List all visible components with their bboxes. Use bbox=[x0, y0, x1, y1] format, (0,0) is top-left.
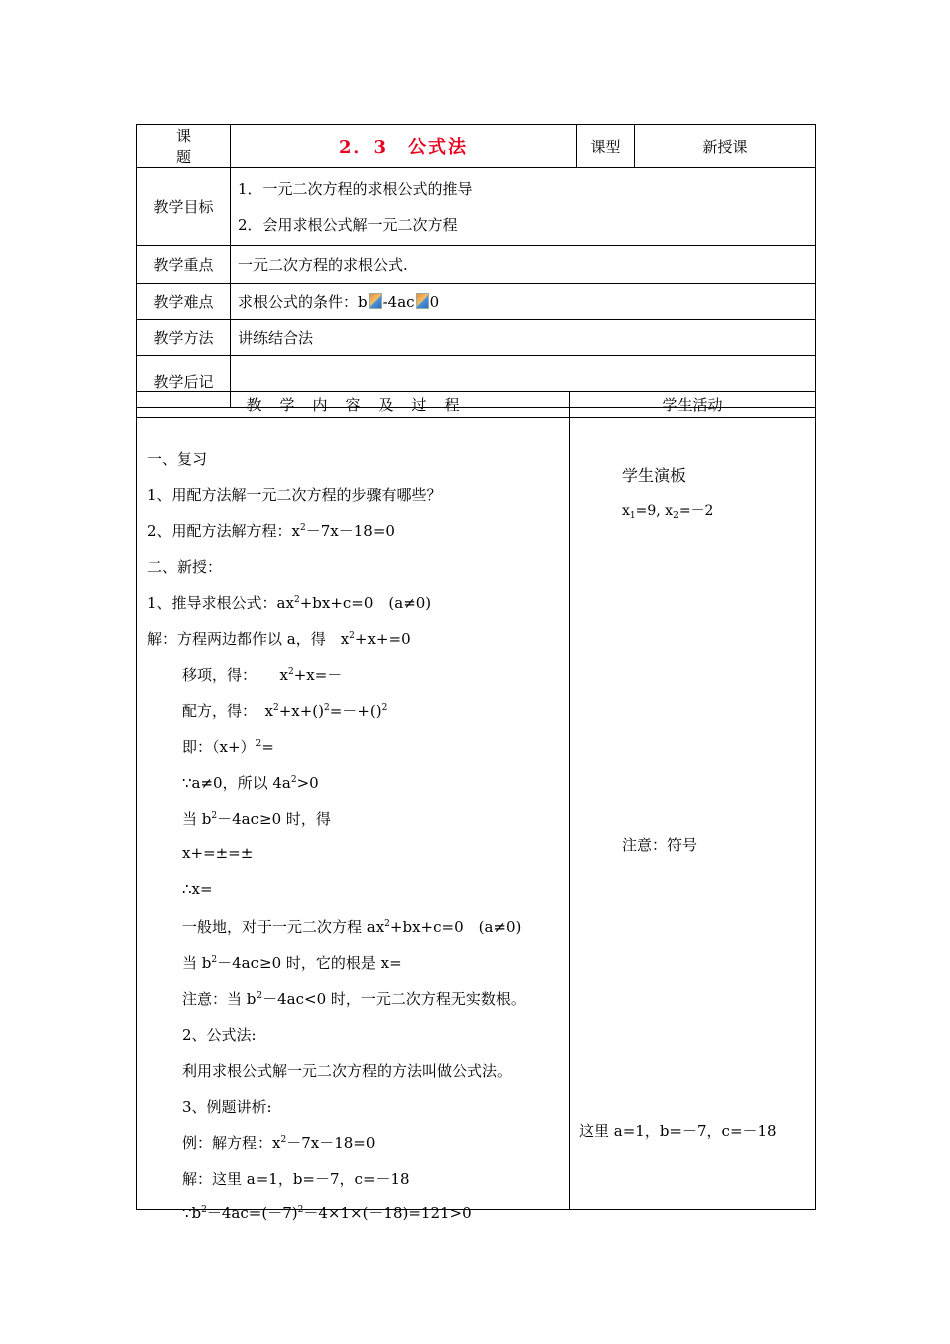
key-row bbox=[137, 246, 816, 284]
difficulty-row bbox=[137, 284, 816, 320]
method-row bbox=[137, 320, 816, 356]
goal-item: 1．一元二次方程的求根公式的推导 bbox=[238, 179, 473, 198]
content-line: x+=±=± bbox=[182, 844, 254, 862]
process-table bbox=[136, 391, 816, 1222]
activity-line: $x_1=9$, $x_2=-2$ bbox=[622, 503, 714, 521]
process-header-left: 教学内容及过程 bbox=[137, 392, 570, 418]
type-value: 新授课 bbox=[635, 125, 816, 168]
topic-label: 课 题 bbox=[137, 125, 231, 168]
content-line: ∴x= bbox=[182, 880, 213, 898]
activity-line: 学生演板 bbox=[622, 466, 687, 485]
content-line: $\because b^2-4ac=(-7)^2-4\times 1\times(-18)=121>0$ bbox=[182, 1204, 472, 1222]
content-line: 例：解方程：$x^2-7x-18=0$ bbox=[182, 1134, 376, 1152]
process-body-row bbox=[137, 418, 816, 1210]
content-line: 注意：当 $b^2-4ac<0$ 时，一元二次方程无实数根。 bbox=[182, 990, 526, 1008]
content-line: 二、新授： bbox=[147, 558, 223, 576]
content-line: 利用求根公式解一元二次方程的方法叫做公式法。 bbox=[182, 1062, 513, 1080]
goals-row bbox=[137, 168, 816, 246]
content-line: 2、公式法: bbox=[182, 1026, 257, 1044]
lesson-title: 2．3 公式法 bbox=[231, 125, 577, 168]
goals-label: 教学目标 bbox=[137, 168, 231, 246]
key-value: 一元二次方程的求根公式. bbox=[231, 246, 816, 284]
content-line: 解：这里 a=1，b=－7，c=－18 bbox=[182, 1170, 410, 1188]
content-line: 当 $b^2-4ac\ge 0$ 时，得 bbox=[182, 810, 331, 828]
content-line: 移项，得： $x^2+x=-$ bbox=[182, 666, 343, 684]
goals-cell bbox=[231, 168, 816, 246]
student-activity-cell bbox=[570, 418, 816, 1210]
difficulty-mid: -4ac bbox=[382, 293, 415, 311]
process-lines bbox=[137, 418, 569, 1222]
difficulty-label: 教学难点 bbox=[137, 284, 231, 320]
notes-label: 教学后记 bbox=[137, 356, 231, 408]
content-line: 1、推导求根公式：$ax^2+bx+c=0$ (a≠0) bbox=[147, 594, 432, 612]
content-line: 1、用配方法解一元二次方程的步骤有哪些？ bbox=[147, 486, 442, 504]
activity-line: 注意：符号 bbox=[622, 836, 698, 854]
content-line: 一、复习 bbox=[147, 450, 208, 468]
content-line: 当 $b^2-4ac\ge 0$ 时，它的根是 x= bbox=[182, 954, 402, 972]
content-line: 2、用配方法解方程：$x^2-7x-18=0$ bbox=[147, 522, 395, 540]
content-line: ∵a≠0，所以 $4a^2>0$ bbox=[182, 774, 319, 792]
content-line: 解：方程两边都作以 a，得 $x^2+x+=0$ bbox=[147, 630, 411, 648]
method-value: 讲练结合法 bbox=[231, 320, 816, 356]
process-content-cell bbox=[137, 418, 570, 1222]
broken-image-icon bbox=[416, 293, 429, 309]
key-label: 教学重点 bbox=[137, 246, 231, 284]
topic-row bbox=[137, 125, 816, 168]
content-line: 配方，得： $x^2+x+()^2=-+()^2$ bbox=[182, 702, 388, 720]
process-header-row bbox=[137, 392, 816, 418]
activity-line: 这里 a=1，b=－7，c=－18 bbox=[579, 1122, 777, 1140]
lesson-info-table bbox=[136, 124, 816, 408]
difficulty-suffix: 0 bbox=[429, 293, 440, 311]
difficulty-value bbox=[231, 284, 816, 320]
broken-image-icon bbox=[369, 293, 382, 309]
content-line: 3、例题讲析: bbox=[182, 1098, 272, 1116]
content-line: 一般地，对于一元二次方程 $ax^2+bx+c=0$ (a≠0) bbox=[182, 918, 522, 936]
goal-item: 2．会用求根公式解一元二次方程 bbox=[238, 215, 458, 234]
difficulty-prefix: 求根公式的条件：b bbox=[238, 293, 368, 311]
content-line: 即：$(x+)^2=$ bbox=[182, 738, 274, 756]
process-header-right: 学生活动 bbox=[570, 392, 816, 418]
type-label: 课型 bbox=[577, 125, 635, 168]
method-label: 教学方法 bbox=[137, 320, 231, 356]
student-activity-lines bbox=[570, 418, 815, 1209]
